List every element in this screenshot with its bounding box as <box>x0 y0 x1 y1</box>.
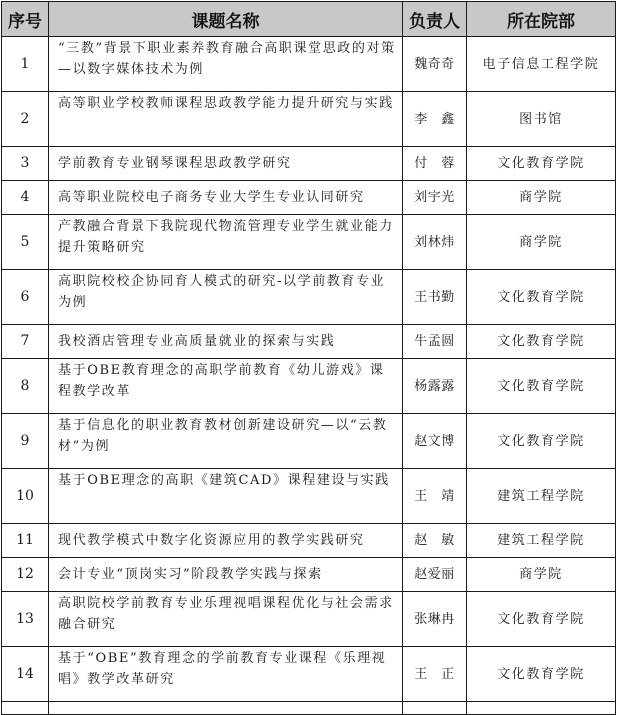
table-row <box>2 359 616 414</box>
row-department: 文化教育学院 <box>467 147 616 181</box>
row-title <box>49 524 403 558</box>
row-person: 王书勤 <box>403 270 467 325</box>
row-department: 文化教育学院 <box>467 414 616 469</box>
table-row <box>2 592 616 647</box>
row-person: 赵文博 <box>403 414 467 469</box>
table-row <box>2 524 616 558</box>
row-number: 5 <box>2 215 49 270</box>
row-title <box>49 215 403 270</box>
row-title <box>49 469 403 524</box>
row-number: 12 <box>2 558 49 592</box>
header-person: 负责人 <box>403 2 467 37</box>
row-number: 3 <box>2 147 49 181</box>
table-row <box>2 181 616 215</box>
table-row <box>2 215 616 270</box>
row-person: 牛孟圆 <box>403 325 467 359</box>
table-row <box>2 558 616 592</box>
header-title: 课题名称 <box>49 2 403 37</box>
row-title-text: 高职院校校企协同育人模式的研究-以学前教育专业为例 <box>58 274 386 310</box>
table-row <box>2 702 616 715</box>
row-number: 8 <box>2 359 49 414</box>
row-department <box>467 702 616 715</box>
row-department: 电子信息工程学院 <box>467 37 616 92</box>
row-number: 2 <box>2 92 49 147</box>
row-person: 赵 敏 <box>403 524 467 558</box>
row-department: 建筑工程学院 <box>467 524 616 558</box>
table-row <box>2 37 616 92</box>
row-number <box>2 702 49 715</box>
table-row <box>2 147 616 181</box>
project-table <box>1 1 616 715</box>
table-row <box>2 647 616 702</box>
row-title <box>49 414 403 469</box>
row-department: 文化教育学院 <box>467 270 616 325</box>
row-person: 赵爱丽 <box>403 558 467 592</box>
row-person: 王 靖 <box>403 469 467 524</box>
row-person: 付 蓉 <box>403 147 467 181</box>
row-title <box>49 92 403 147</box>
row-title-text: “三教”背景下职业素养教育融合高职课堂思政的对策—以数字媒体技术为例 <box>58 41 396 77</box>
row-title-text: 学前教育专业钢琴课程思政教学研究 <box>58 156 292 171</box>
row-person: 魏奇奇 <box>403 37 467 92</box>
row-title <box>49 558 403 592</box>
row-title <box>49 592 403 647</box>
row-department: 建筑工程学院 <box>467 469 616 524</box>
row-person: 王 正 <box>403 647 467 702</box>
header-number: 序号 <box>2 2 49 37</box>
row-department: 商学院 <box>467 558 616 592</box>
row-title-text: 基于OBE理念的高职《建筑CAD》课程建设与实践 <box>58 473 390 488</box>
row-number: 13 <box>2 592 49 647</box>
row-title <box>49 37 403 92</box>
table-row <box>2 414 616 469</box>
row-number: 11 <box>2 524 49 558</box>
row-title <box>49 702 403 715</box>
row-department: 文化教育学院 <box>467 647 616 702</box>
row-person: 李 鑫 <box>403 92 467 147</box>
row-title <box>49 359 403 414</box>
row-person <box>403 702 467 715</box>
row-title <box>49 147 403 181</box>
row-title-text: 我校酒店管理专业高质量就业的探索与实践 <box>58 334 336 349</box>
row-department: 文化教育学院 <box>467 359 616 414</box>
table-header-row <box>2 2 616 37</box>
row-number: 10 <box>2 469 49 524</box>
table-row <box>2 92 616 147</box>
table-row <box>2 325 616 359</box>
header-department: 所在院部 <box>467 2 616 37</box>
row-person: 杨露露 <box>403 359 467 414</box>
row-department: 图书馆 <box>467 92 616 147</box>
row-number: 14 <box>2 647 49 702</box>
row-number: 4 <box>2 181 49 215</box>
row-title <box>49 647 403 702</box>
row-title-text: 高职院校学前教育专业乐理视唱课程优化与社会需求融合研究 <box>58 596 394 632</box>
table-row <box>2 469 616 524</box>
row-title-text: 产教融合背景下我院现代物流管理专业学生就业能力提升策略研究 <box>58 219 394 255</box>
row-department: 文化教育学院 <box>467 592 616 647</box>
row-number: 7 <box>2 325 49 359</box>
row-number: 6 <box>2 270 49 325</box>
row-number: 1 <box>2 37 49 92</box>
table-row <box>2 270 616 325</box>
row-title-text: 基于信息化的职业教育教材创新建设研究—以“云教材”为例 <box>58 418 388 454</box>
row-person: 刘林炜 <box>403 215 467 270</box>
row-title <box>49 325 403 359</box>
row-title <box>49 270 403 325</box>
row-number: 9 <box>2 414 49 469</box>
row-title-text: 现代教学模式中数字化资源应用的教学实践研究 <box>58 533 365 548</box>
row-title-text: 基于“OBE”教育理念的学前教育专业课程《乐理视唱》教学改革研究 <box>58 651 387 687</box>
row-title-text: 高等职业院校电子商务专业大学生专业认同研究 <box>58 190 365 205</box>
row-department: 商学院 <box>467 181 616 215</box>
row-title-text: 高等职业学校教师课程思政教学能力提升研究与实践 <box>58 96 394 111</box>
row-department: 商学院 <box>467 215 616 270</box>
row-department: 文化教育学院 <box>467 325 616 359</box>
row-title <box>49 181 403 215</box>
row-person: 张琳冉 <box>403 592 467 647</box>
row-title-text: 会计专业“顶岗实习”阶段教学实践与探索 <box>58 567 323 582</box>
row-person: 刘宇光 <box>403 181 467 215</box>
row-title-text: 基于OBE教育理念的高职学前教育《幼儿游戏》课程教学改革 <box>58 363 385 399</box>
